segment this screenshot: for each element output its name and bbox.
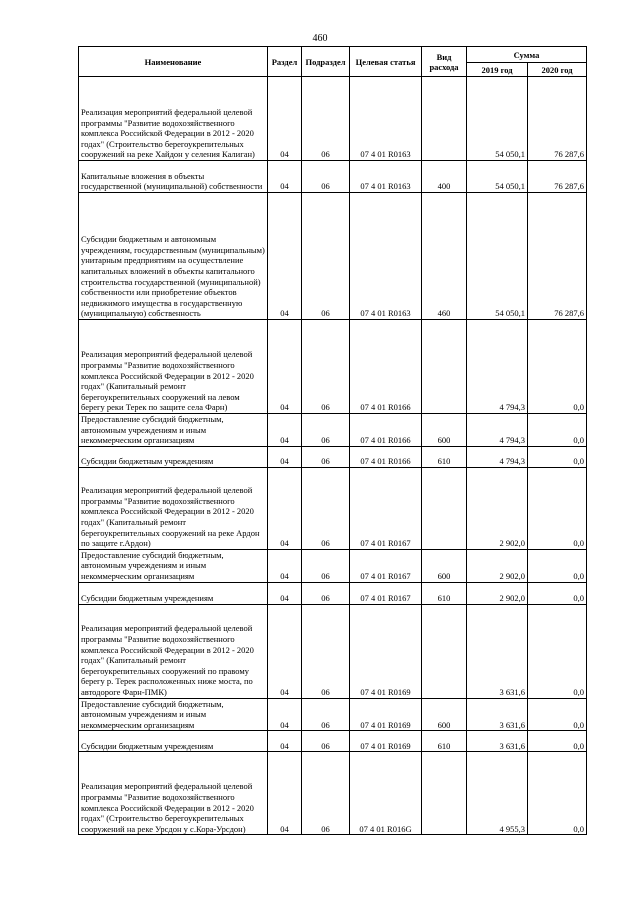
row-name: Предоставление субсидий бюджетным, автономным учреждениям и иным некоммерческим организациям bbox=[79, 698, 268, 731]
row-name: Реализация мероприятий федеральной целевой программы "Развитие водохозяйственного комплекса Российской Федерации в 2012 - 2020 годах" (Строительство берегоукрепительных сооружений на реке Урсдон у с.Кора-Урсдон) bbox=[79, 752, 268, 835]
row-sum-2019: 4 794,3 bbox=[467, 320, 528, 414]
row-podrazdel: 06 bbox=[302, 752, 350, 835]
row-celevaya-statya: 07 4 01 R0163 bbox=[350, 161, 422, 193]
row-name: Предоставление субсидий бюджетным, автономным учреждениям и иным некоммерческим организациям bbox=[79, 549, 268, 582]
table-row bbox=[79, 193, 587, 320]
row-sum-2020: 0,0 bbox=[528, 320, 587, 414]
row-name: Реализация мероприятий федеральной целевой программы "Развитие водохозяйственного комплекса Российской Федерации в 2012 - 2020 годах" (Капитальный ремонт берегоукрепительных сооружений на реке Ардон по защите г.Ардон) bbox=[79, 467, 268, 549]
row-podrazdel: 06 bbox=[302, 549, 350, 582]
row-celevaya-statya: 07 4 01 R0166 bbox=[350, 414, 422, 447]
row-podrazdel: 06 bbox=[302, 320, 350, 414]
header-year-2019: 2019 год bbox=[467, 63, 528, 77]
row-vid-rashoda: 600 bbox=[422, 549, 467, 582]
row-name: Реализация мероприятий федеральной целевой программы "Развитие водохозяйственного комплекса Российской Федерации в 2012 - 2020 годах" (Капитальный ремонт берегоукрепительных сооружений на левом берегу реки Терек по защите села Фарн) bbox=[79, 320, 268, 414]
row-name: Предоставление субсидий бюджетным, автономным учреждениям и иным некоммерческим организациям bbox=[79, 414, 268, 447]
row-celevaya-statya: 07 4 01 R016G bbox=[350, 752, 422, 835]
row-vid-rashoda: 600 bbox=[422, 414, 467, 447]
row-sum-2019: 54 050,1 bbox=[467, 77, 528, 161]
header-podrazdel: Подраздел bbox=[302, 47, 350, 77]
row-podrazdel: 06 bbox=[302, 731, 350, 752]
row-sum-2020: 0,0 bbox=[528, 752, 587, 835]
header-name: Наименование bbox=[79, 47, 268, 77]
row-sum-2019: 2 902,0 bbox=[467, 467, 528, 549]
table-row bbox=[79, 77, 587, 161]
row-celevaya-statya: 07 4 01 R0166 bbox=[350, 320, 422, 414]
row-vid-rashoda bbox=[422, 320, 467, 414]
row-podrazdel: 06 bbox=[302, 77, 350, 161]
row-razdel: 04 bbox=[268, 414, 302, 447]
row-sum-2020: 0,0 bbox=[528, 467, 587, 549]
row-vid-rashoda: 460 bbox=[422, 193, 467, 320]
row-razdel: 04 bbox=[268, 446, 302, 467]
row-vid-rashoda: 610 bbox=[422, 446, 467, 467]
row-sum-2020: 0,0 bbox=[528, 582, 587, 604]
row-name: Субсидии бюджетным учреждениям bbox=[79, 446, 268, 467]
row-sum-2020: 0,0 bbox=[528, 731, 587, 752]
row-sum-2020: 0,0 bbox=[528, 446, 587, 467]
row-name: Реализация мероприятий федеральной целевой программы "Развитие водохозяйственного комплекса Российской Федерации в 2012 - 2020 годах" (Капитальный ремонт берегоукрепительных сооружений по правому берегу р. Терек расположенных ниже моста, по автодороге Фарн-ПМК) bbox=[79, 604, 268, 698]
row-razdel: 04 bbox=[268, 604, 302, 698]
row-razdel: 04 bbox=[268, 698, 302, 731]
row-razdel: 04 bbox=[268, 193, 302, 320]
row-sum-2020: 0,0 bbox=[528, 549, 587, 582]
row-sum-2019: 4 955,3 bbox=[467, 752, 528, 835]
row-podrazdel: 06 bbox=[302, 467, 350, 549]
row-podrazdel: 06 bbox=[302, 193, 350, 320]
row-sum-2019: 2 902,0 bbox=[467, 582, 528, 604]
row-celevaya-statya: 07 4 01 R0169 bbox=[350, 698, 422, 731]
row-sum-2020: 0,0 bbox=[528, 604, 587, 698]
row-vid-rashoda bbox=[422, 467, 467, 549]
row-razdel: 04 bbox=[268, 161, 302, 193]
table-row bbox=[79, 161, 587, 193]
row-sum-2019: 3 631,6 bbox=[467, 698, 528, 731]
header-year-2020: 2020 год bbox=[528, 63, 587, 77]
row-sum-2019: 54 050,1 bbox=[467, 161, 528, 193]
header-summa: Сумма bbox=[467, 47, 587, 63]
row-vid-rashoda bbox=[422, 752, 467, 835]
row-celevaya-statya: 07 4 01 R0166 bbox=[350, 446, 422, 467]
row-razdel: 04 bbox=[268, 582, 302, 604]
row-razdel: 04 bbox=[268, 320, 302, 414]
row-vid-rashoda: 400 bbox=[422, 161, 467, 193]
table-row bbox=[79, 698, 587, 731]
row-celevaya-statya: 07 4 01 R0163 bbox=[350, 77, 422, 161]
row-vid-rashoda: 610 bbox=[422, 582, 467, 604]
row-name: Капитальные вложения в объекты государственной (муниципальной) собственности bbox=[79, 161, 268, 193]
row-name: Субсидии бюджетным и автономным учреждениям, государственным (муниципальным) унитарным предприятиям на осуществление капитальных вложений в объекты капитального строительства государственной (муниципальной) собственности или приобретение объектов недвижимого имущества в государственную (муниципальную) собственность bbox=[79, 193, 268, 320]
row-razdel: 04 bbox=[268, 549, 302, 582]
row-sum-2020: 76 287,6 bbox=[528, 77, 587, 161]
header-celevaya-statya: Целевая статья bbox=[350, 47, 422, 77]
row-podrazdel: 06 bbox=[302, 414, 350, 447]
row-celevaya-statya: 07 4 01 R0169 bbox=[350, 604, 422, 698]
table-row bbox=[79, 549, 587, 582]
row-sum-2019: 54 050,1 bbox=[467, 193, 528, 320]
row-sum-2019: 2 902,0 bbox=[467, 549, 528, 582]
row-celevaya-statya: 07 4 01 R0169 bbox=[350, 731, 422, 752]
row-podrazdel: 06 bbox=[302, 582, 350, 604]
table-row bbox=[79, 414, 587, 447]
row-name: Субсидии бюджетным учреждениям bbox=[79, 731, 268, 752]
row-name: Реализация мероприятий федеральной целевой программы "Развитие водохозяйственного комплекса Российской Федерации в 2012 - 2020 годах" (Строительство берегоукрепительных сооружений на реке Хайдон у селения Калиган) bbox=[79, 77, 268, 161]
row-sum-2019: 3 631,6 bbox=[467, 604, 528, 698]
table-row bbox=[79, 731, 587, 752]
row-razdel: 04 bbox=[268, 731, 302, 752]
row-celevaya-statya: 07 4 01 R0167 bbox=[350, 467, 422, 549]
header-vid-rashoda: Вид расхода bbox=[422, 47, 467, 77]
table-row bbox=[79, 467, 587, 549]
row-podrazdel: 06 bbox=[302, 604, 350, 698]
row-razdel: 04 bbox=[268, 467, 302, 549]
row-sum-2020: 0,0 bbox=[528, 698, 587, 731]
page-number: 460 bbox=[312, 33, 328, 44]
row-sum-2019: 4 794,3 bbox=[467, 414, 528, 447]
row-vid-rashoda: 600 bbox=[422, 698, 467, 731]
table-row bbox=[79, 320, 587, 414]
table-row bbox=[79, 582, 587, 604]
row-vid-rashoda: 610 bbox=[422, 731, 467, 752]
row-celevaya-statya: 07 4 01 R0163 bbox=[350, 193, 422, 320]
header-razdel: Раздел bbox=[268, 47, 302, 77]
row-razdel: 04 bbox=[268, 77, 302, 161]
row-podrazdel: 06 bbox=[302, 446, 350, 467]
table-row bbox=[79, 446, 587, 467]
row-sum-2020: 0,0 bbox=[528, 414, 587, 447]
row-celevaya-statya: 07 4 01 R0167 bbox=[350, 549, 422, 582]
table-row bbox=[79, 604, 587, 698]
row-podrazdel: 06 bbox=[302, 698, 350, 731]
row-sum-2020: 76 287,6 bbox=[528, 193, 587, 320]
table-row bbox=[79, 752, 587, 835]
row-podrazdel: 06 bbox=[302, 161, 350, 193]
row-sum-2019: 3 631,6 bbox=[467, 731, 528, 752]
row-sum-2019: 4 794,3 bbox=[467, 446, 528, 467]
row-razdel: 04 bbox=[268, 752, 302, 835]
row-name: Субсидии бюджетным учреждениям bbox=[79, 582, 268, 604]
row-vid-rashoda bbox=[422, 604, 467, 698]
budget-table bbox=[78, 46, 587, 835]
row-vid-rashoda bbox=[422, 77, 467, 161]
row-celevaya-statya: 07 4 01 R0167 bbox=[350, 582, 422, 604]
row-sum-2020: 76 287,6 bbox=[528, 161, 587, 193]
